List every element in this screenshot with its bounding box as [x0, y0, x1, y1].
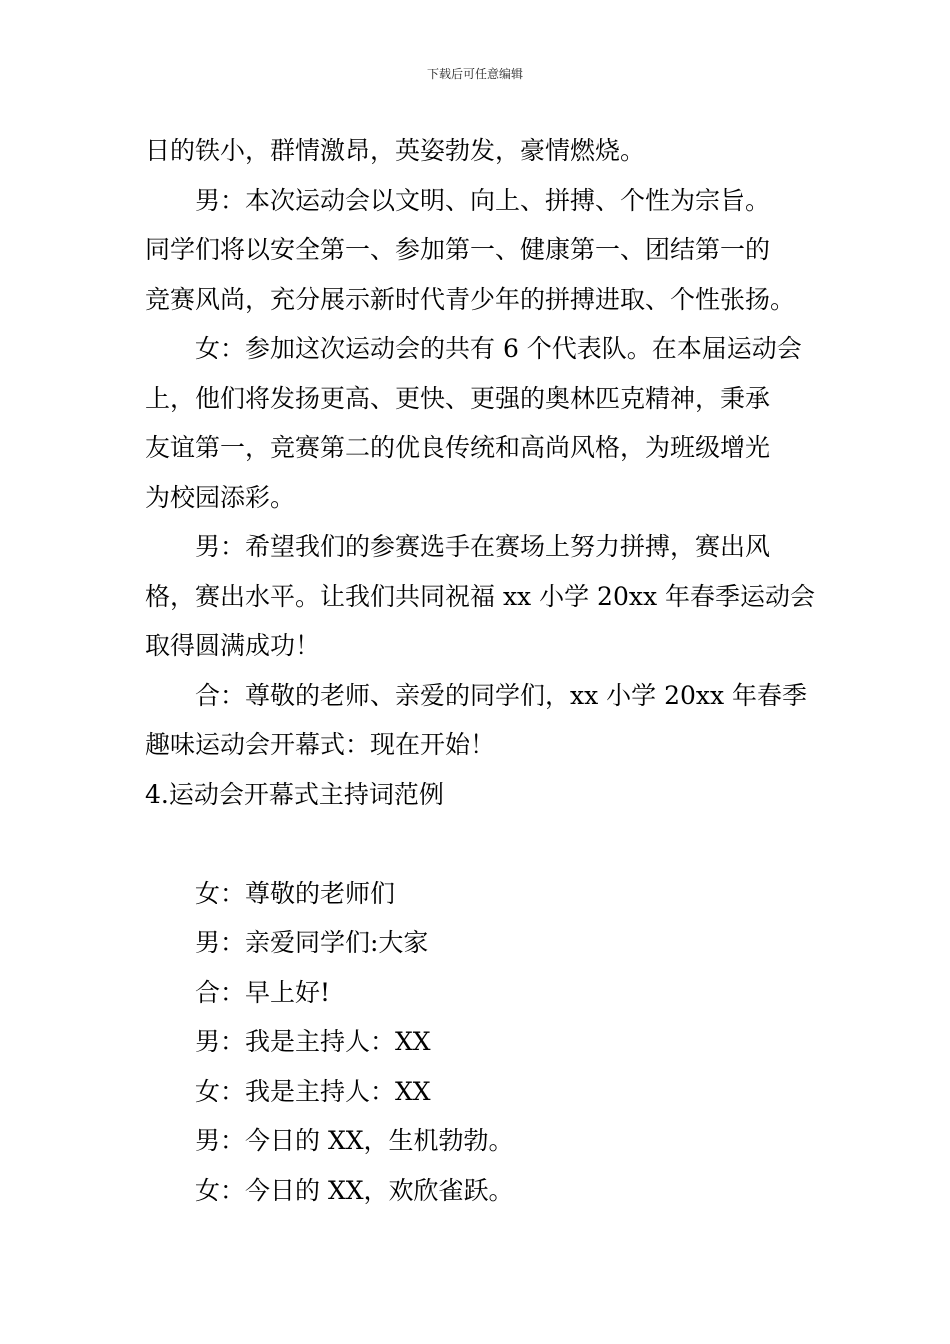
dialogue-line: 女：我是主持人：XX	[195, 1076, 431, 1106]
paragraph-line: 取得圆满成功！	[145, 631, 321, 660]
dialogue-line: 合：早上好!	[195, 977, 331, 1007]
paragraph-line: 竞赛风尚，充分展示新时代青少年的拼搏进取、个性张扬。	[145, 284, 796, 314]
document-body	[145, 126, 815, 1215]
paragraph-line: 合：尊敬的老师、亲爱的同学们，xx 小学 20xx 年春季	[195, 680, 808, 710]
paragraph-line: 男：本次运动会以文明、向上、拼搏、个性为宗旨。	[195, 185, 771, 215]
dialogue-line: 男：我是主持人：XX	[195, 1027, 431, 1056]
dialogue-line: 男：今日的 XX，生机勃勃。	[195, 1126, 514, 1155]
dialogue-line: 女：今日的 XX，欢欣雀跃。	[195, 1175, 514, 1205]
page-header: 下载后可任意编辑	[426, 67, 523, 81]
paragraph-line: 格，赛出水平。让我们共同祝福 xx 小学 20xx 年春季运动会	[145, 581, 815, 611]
paragraph-line: 女：参加这次运动会的共有 6 个代表队。在本届运动会	[195, 334, 802, 363]
blank-line	[145, 819, 810, 869]
dialogue-line: 女：尊敬的老师们	[195, 878, 396, 908]
section-heading: 4.运动会开幕式主持词范例	[145, 779, 444, 809]
paragraph-line: 男：希望我们的参赛选手在赛场上努力拼搏，赛出风	[195, 532, 771, 561]
paragraph-line: 友谊第一，竞赛第二的优良传统和高尚风格，为班级增光	[145, 433, 771, 462]
paragraph-line: 为校园添彩。	[145, 482, 296, 512]
paragraph-line: 同学们将以安全第一、参加第一、健康第一、团结第一的	[145, 235, 771, 264]
dialogue-line: 男：亲爱同学们:大家	[195, 928, 429, 957]
paragraph-line: 上，他们将发扬更高、更快、更强的奥林匹克精神，秉承	[145, 383, 771, 413]
paragraph-line: 日的铁小，群情激昂，英姿勃发，豪情燃烧。	[145, 136, 646, 165]
paragraph-line: 趣味运动会开幕式：现在开始！	[145, 730, 496, 759]
